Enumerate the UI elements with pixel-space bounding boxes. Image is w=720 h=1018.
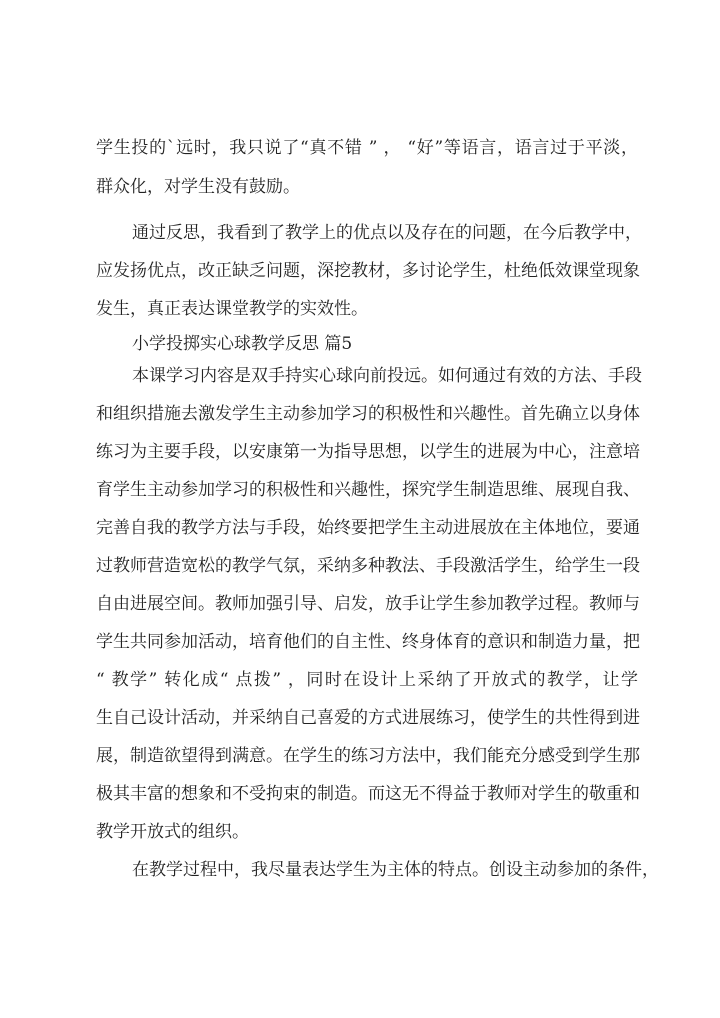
paragraph-line: 和组织措施去激发学生主动参加学习的积极性和兴趣性。首先确立以身体 — [96, 404, 640, 424]
paragraph-line: 学生投的`远时，我只说了“真不错 ” ， “好”等语言，语言过于平淡， — [96, 138, 638, 158]
paragraph-line: 通过反思，我看到了教学上的优点以及存在的问题，在今后教学中， — [132, 223, 642, 243]
paragraph-line: 群众化，对学生没有鼓励。 — [96, 177, 300, 197]
paragraph-line: 应发扬优点，改正缺乏问题，深挖教材，多讨论学生，杜绝低效课堂现象 — [96, 261, 640, 281]
paragraph-line: “ 教学” 转化成“ 点拨” ，同时在设计上采纳了开放式的教学，让学 — [96, 670, 638, 690]
paragraph-line: 教学开放式的组织。 — [96, 822, 249, 842]
paragraph-line: 展，制造欲望得到满意。在学生的练习方法中，我们能充分感受到学生那 — [96, 746, 640, 766]
paragraph-line: 本课学习内容是双手持实心球向前投远。如何通过有效的方法、手段 — [132, 366, 642, 386]
paragraph-line: 练习为主要手段，以安康第一为指导思想，以学生的进展为中心，注意培 — [96, 442, 640, 462]
section-heading: 小学投掷实心球教学反思 篇5 — [132, 334, 353, 354]
paragraph-line: 在教学过程中，我尽量表达学生为主体的特点。创设主动参加的条件， — [132, 860, 659, 880]
paragraph-line: 过教师营造宽松的教学气氛，采纳多种教法、手段激活学生，给学生一段 — [96, 556, 640, 576]
paragraph-line: 极其丰富的想象和不受拘束的制造。而这无不得益于教师对学生的敬重和 — [96, 784, 640, 804]
paragraph-line: 发生，真正表达课堂教学的实效性。 — [96, 299, 368, 319]
paragraph-line: 育学生主动参加学习的积极性和兴趣性，探究学生制造思维、展现自我、 — [96, 480, 640, 500]
paragraph-line: 完善自我的教学方法与手段，始终要把学生主动进展放在主体地位，要通 — [96, 518, 640, 538]
paragraph-line: 生自己设计活动，并采纳自己喜爱的方式进展练习，使学生的共性得到进 — [96, 708, 640, 728]
paragraph-line: 自由进展空间。教师加强引导、启发，放手让学生参加教学过程。教师与 — [96, 594, 640, 614]
paragraph-line: 学生共同参加活动，培育他们的自主性、终身体育的意识和制造力量，把 — [96, 632, 640, 652]
